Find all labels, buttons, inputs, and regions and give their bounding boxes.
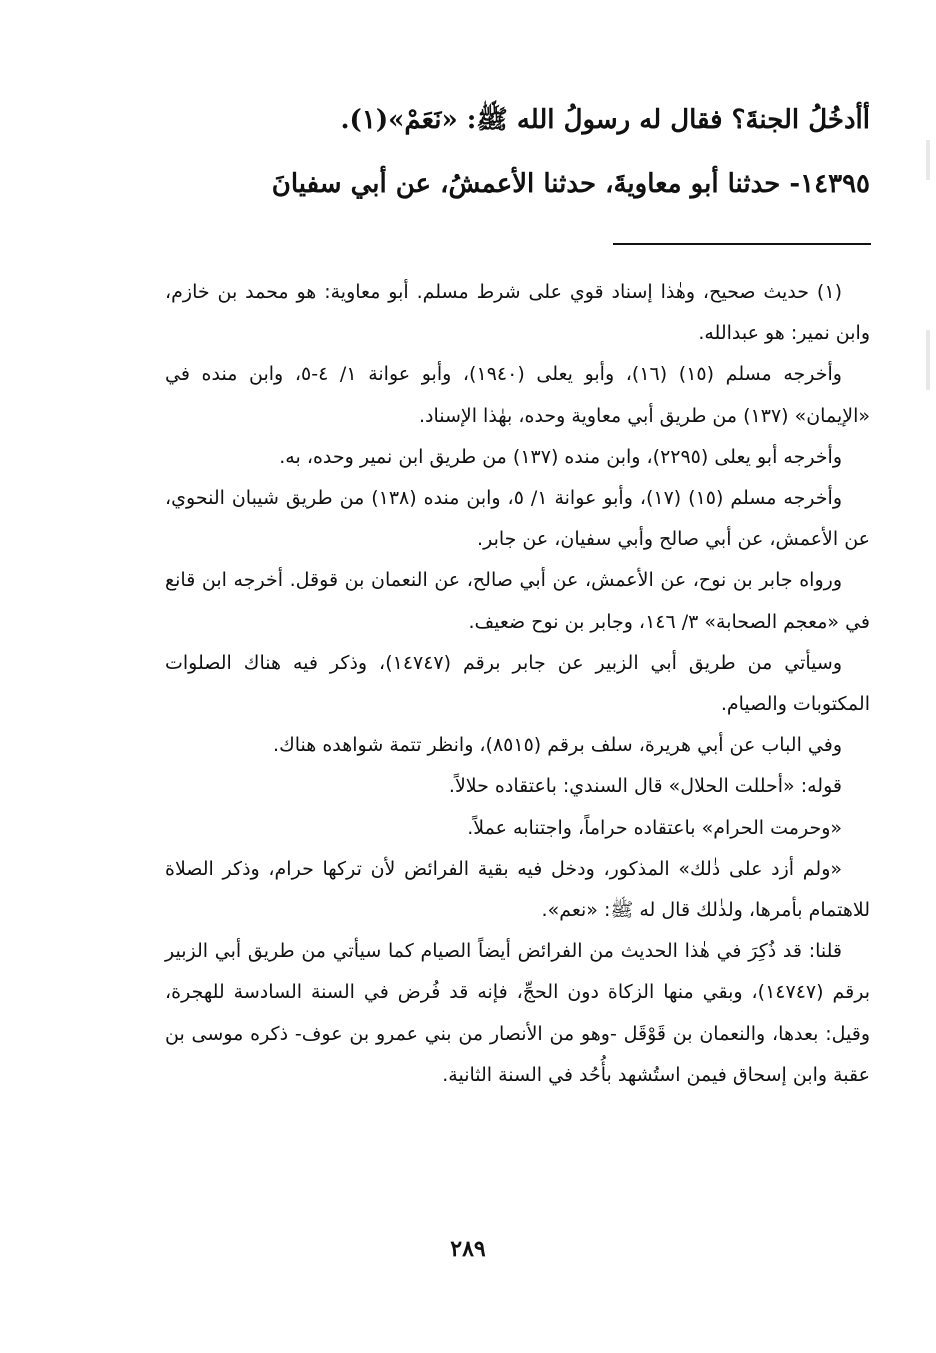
footnote-paragraph: وفي الباب عن أبي هريرة، سلف برقم (٨٥١٥)، وانظر تتمة شواهده هناك. [273, 734, 842, 757]
hadith-text-line-1: أأدخُلُ الجنةَ؟ فقال له رسولُ الله ﷺ: «نَعَمْ»(١). [340, 105, 870, 135]
footnote-paragraph: وسيأتي من طريق أبي الزبير عن جابر برقم (١٤٧٤٧)، وذكر فيه هناك الصلوات المكتوبات والصيام. [165, 651, 870, 716]
footnote-paragraph: وأخرجه مسلم (١٥) (١٦)، وأبو يعلى (١٩٤٠)، وأبو عوانة ١/ ٤-٥، وابن منده في «الإيمان» (١٣٧) من طريق أبي معاوية وحده، بهٰذا الإسناد. [165, 363, 870, 427]
footnote-paragraph: ورواه جابر بن نوح، عن الأعمش، عن أبي صالح، عن النعمان بن قوقل. أخرجه ابن قانع في «معجم الصحابة» ٣/ ١٤٦، وجابر بن نوح ضعيف. [165, 569, 870, 633]
footnote-paragraph: قلنا: قد ذُكِرَ في هٰذا الحديث من الفرائض أيضاً الصيام كما سيأتي من طريق أبي الزبير برقم (١٤٧٤٧)، وبقي منها الزكاة دون الحجِّ، فإنه قد فُرض في السنة السادسة للهجرة، وقيل: بعدها، والنعمان بن قَوْقَل -وهو من الأنصار من بني عمرو بن عوف- ذكره موسى بن عقبة وابن إسحاق فيمن استُشهد بأُحُد في السنة الثانية. [165, 940, 871, 1086]
scan-margin-mark [926, 330, 930, 390]
hadith-text-line-2: ١٤٣٩٥- حدثنا أبو معاويةَ، حدثنا الأعمشُ، عن أبي سفيانَ [271, 169, 870, 199]
scan-margin-mark [926, 140, 930, 180]
footnote-paragraph: «وحرمت الحرام» باعتقاده حراماً، واجتنابه عملاً. [467, 816, 842, 839]
footnote-paragraph: (١) حديث صحيح، وهٰذا إسناد قوي على شرط مسلم. أبو معاوية: هو محمد بن خازم، وابن نمير: هو عبدالله. [165, 281, 870, 345]
footnote-paragraph: «ولم أزد على ذٰلك» المذكور، ودخل فيه بقية الفرائض لأن تركها حرام، وذكر الصلاة للاهتمام بأمرها، ولذٰلك قال له ﷺ: «نعم». [165, 857, 870, 922]
footnote-paragraph: قوله: «أحللت الحلال» قال السندي: باعتقاده حلالاً. [448, 775, 842, 798]
footnote-separator [613, 243, 871, 245]
footnote-paragraph: وأخرجه أبو يعلى (٢٢٩٥)، وابن منده (١٣٧) من طريق ابن نمير وحده، به. [279, 445, 842, 468]
page-number: ٢٨٩ [450, 1236, 486, 1262]
footnotes-section [165, 272, 870, 1096]
footnote-paragraph: وأخرجه مسلم (١٥) (١٧)، وأبو عوانة ١/ ٥، وابن منده (١٣٨) من طريق شيبان النحوي، عن الأعمش، عن أبي صالح وأبي سفيان، عن جابر. [165, 487, 870, 551]
